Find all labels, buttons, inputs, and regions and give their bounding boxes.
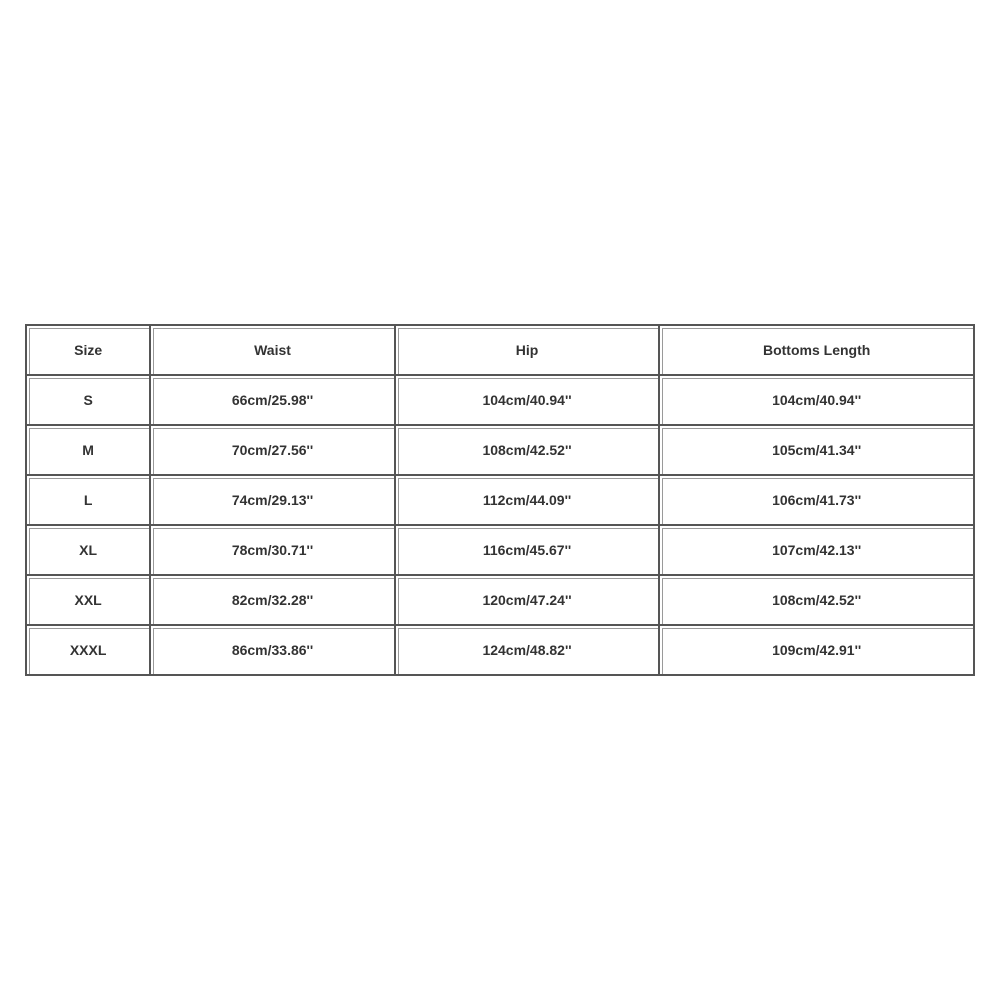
table-row (27, 376, 975, 426)
cell-waist: 82cm/32.28'' (151, 576, 396, 626)
cell-hip: 108cm/42.52'' (396, 426, 661, 476)
size-chart-table (25, 324, 975, 676)
cell-waist: 78cm/30.71'' (151, 526, 396, 576)
table-header-row (27, 326, 975, 376)
cell-bottoms-length: 105cm/41.34'' (660, 426, 975, 476)
cell-size: XL (27, 526, 151, 576)
cell-waist: 66cm/25.98'' (151, 376, 396, 426)
cell-size: M (27, 426, 151, 476)
table-row (27, 476, 975, 526)
table-row (27, 576, 975, 626)
cell-waist: 74cm/29.13'' (151, 476, 396, 526)
cell-waist: 70cm/27.56'' (151, 426, 396, 476)
header-size: Size (27, 326, 151, 376)
cell-hip: 104cm/40.94'' (396, 376, 661, 426)
cell-bottoms-length: 109cm/42.91'' (660, 626, 975, 676)
cell-bottoms-length: 108cm/42.52'' (660, 576, 975, 626)
cell-hip: 116cm/45.67'' (396, 526, 661, 576)
cell-size: L (27, 476, 151, 526)
table-row (27, 626, 975, 676)
header-waist: Waist (151, 326, 396, 376)
cell-hip: 112cm/44.09'' (396, 476, 661, 526)
table-row (27, 526, 975, 576)
cell-hip: 120cm/47.24'' (396, 576, 661, 626)
cell-size: S (27, 376, 151, 426)
cell-size: XXXL (27, 626, 151, 676)
header-bottoms-length: Bottoms Length (660, 326, 975, 376)
cell-size: XXL (27, 576, 151, 626)
cell-bottoms-length: 107cm/42.13'' (660, 526, 975, 576)
cell-bottoms-length: 104cm/40.94'' (660, 376, 975, 426)
cell-waist: 86cm/33.86'' (151, 626, 396, 676)
header-hip: Hip (396, 326, 661, 376)
cell-bottoms-length: 106cm/41.73'' (660, 476, 975, 526)
table-row (27, 426, 975, 476)
cell-hip: 124cm/48.82'' (396, 626, 661, 676)
